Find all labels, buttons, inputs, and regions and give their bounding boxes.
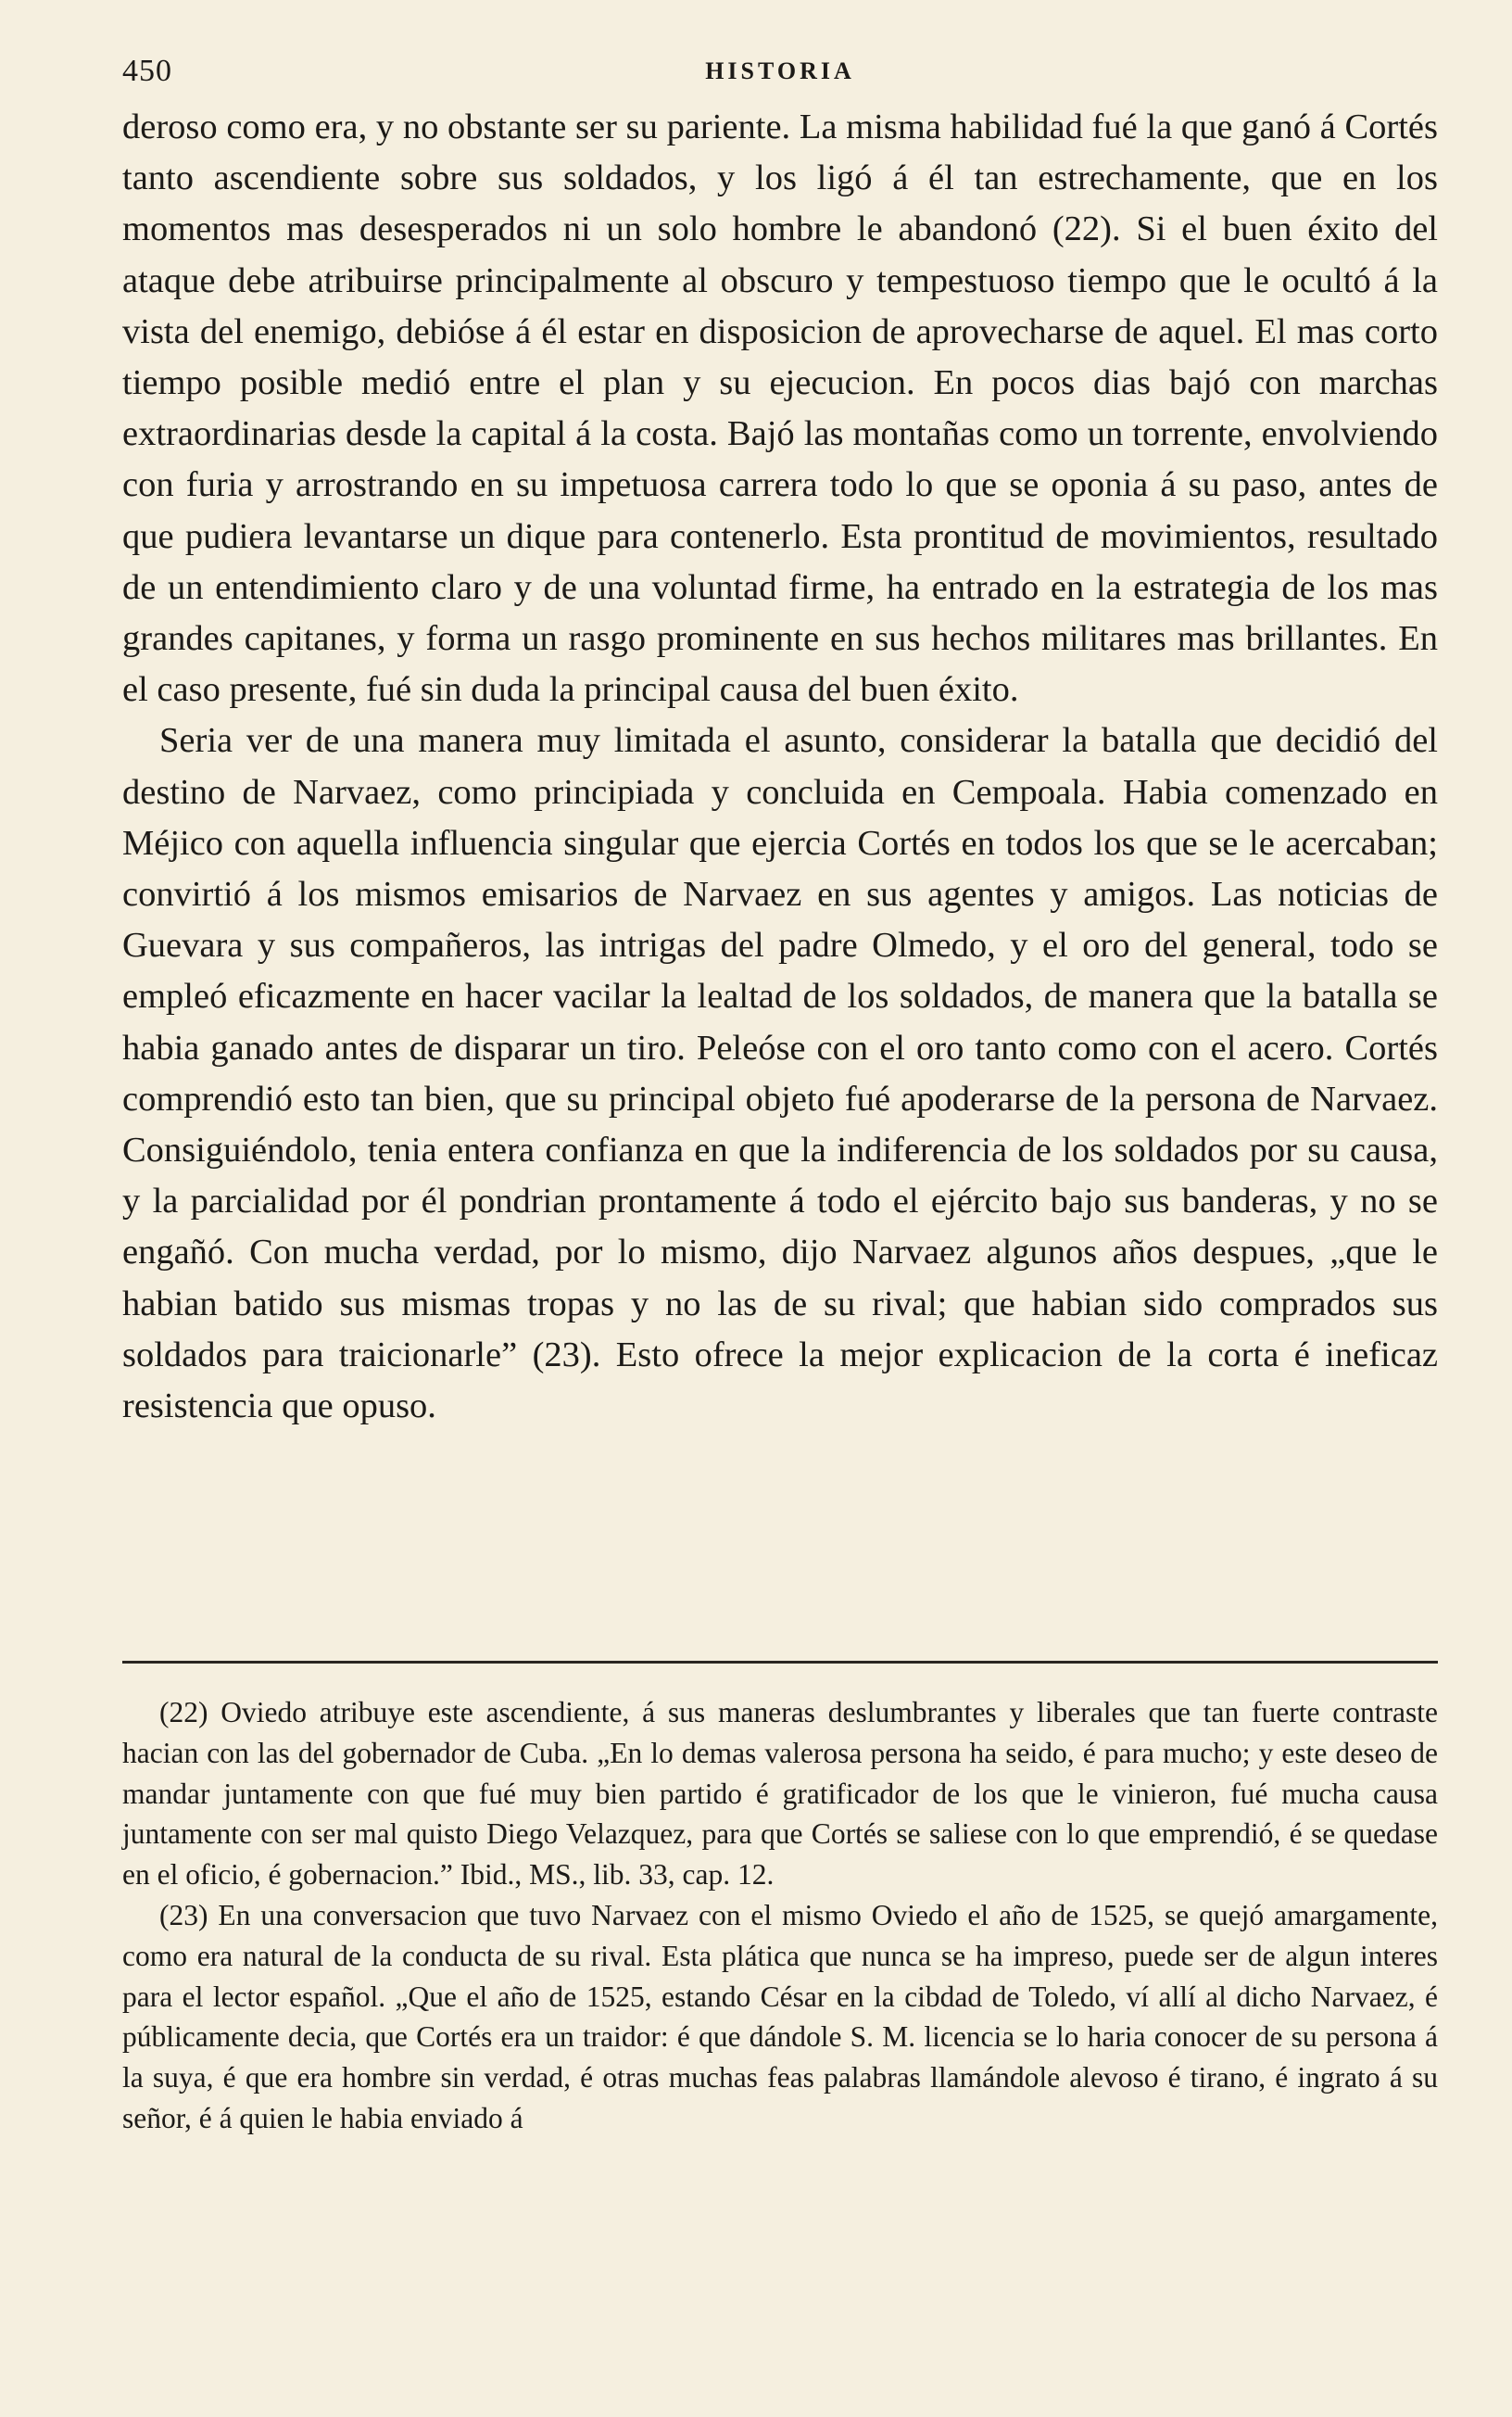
running-title: HISTORIA: [705, 57, 855, 84]
footnote-23: (23) En una conversacion que tuvo Narvaez con el mismo Oviedo el año de 1525, se quejó amargamente, como era natural de la conducta de su rival. Esta plática que nunca se ha impreso, puede ser de algun interes para el lector español. „Que el año de 1525, estando César en la cibdad de Toledo, ví allí al dicho Narvaez, é públicamente decia, que Cortés era un traidor: é que dándole S. M. licencia se lo haria conocer de su persona á la suya, é que era hombre sin verdad, é otras muchas feas palabras llamándole alevoso é tirano, é ingrato á su señor, é á quien le habia enviado á: [122, 1898, 1438, 2134]
paragraph-continued: deroso como era, y no obstante ser su pariente. La misma habilidad fué la que ganó á Cortés tanto ascendiente sobre sus soldados, y los ligó á él tan estrechamente, que en los momentos mas desesperados ni un solo hombre le abandonó (22). Si el buen éxito del ataque debe atribuirse principalmente al obscuro y tempestuoso tiempo que le ocultó á la vista del enemigo, debióse á él estar en disposicion de aprovecharse de aquel. El mas corto tiempo posible medió entre el plan y su ejecucion. En pocos dias bajó con marchas extraordinarias desde la capital á la costa. Bajó las montañas como un torrente, envolviendo con furia y arrostrando en su impetuosa carrera todo lo que se oponia á su paso, antes de que pudiera levantarse un dique para contenerlo. Esta prontitud de movimientos, resultado de un entendimiento claro y de una voluntad firme, ha entrado en la estrategia de los mas grandes capitanes, y forma un rasgo prominente en sus hechos militares mas brillantes. En el caso presente, fué sin duda la principal causa del buen éxito.: [122, 108, 1438, 710]
running-head: [122, 54, 1438, 96]
footnote-22: (22) Oviedo atribuye este ascendiente, á sus maneras deslumbrantes y liberales que tan fuerte contraste hacian con las del gobernador de Cuba. „En lo demas valerosa persona ha seido, é para mucho; y este deseo de mandar juntamente con que fué muy bien partido é gratificador de los que le vinieron, fué mucha causa juntamente con ser mal quisto Diego Velazquez, para que Cortés se saliese con lo que emprendió, é se quedase en el oficio, é gobernacion.” Ibid., MS., lib. 33, cap. 12.: [122, 1696, 1438, 1892]
footnotes: [122, 1692, 1438, 2139]
footnote-rule: [122, 1661, 1438, 1664]
paragraph: Seria ver de una manera muy limitada el asunto, considerar la batalla que decidió del destino de Narvaez, como principiada y concluida en Cempoala. Habia comenzado en Méjico con aquella influencia singular que ejercia Cortés en todos los que se le acercaban; convirtió á los mismos emisarios de Narvaez en sus agentes y amigos. Las noticias de Guevara y sus compañeros, las intrigas del padre Olmedo, y el oro del general, todo se empleó eficazmente en hacer vacilar la lealtad de los soldados, de manera que la batalla se habia ganado antes de disparar un tiro. Peleóse con el oro tanto como con el acero. Cortés comprendió esto tan bien, que su principal objeto fué apoderarse de la persona de Narvaez. Consiguiéndolo, tenia entera confianza en que la indiferencia de los soldados por su causa, y la parcialidad por él pondrian prontamente á todo el ejército bajo sus banderas, y no se engañó. Con mucha verdad, por lo mismo, dijo Narvaez algunos años despues, „que le habian batido sus mismas tropas y no las de su rival; que habian sido comprados sus soldados para traicionarle” (23). Esto ofrece la mejor explicacion de la corta é ineficaz resistencia que opuso.: [122, 721, 1438, 1426]
page-number: 450: [122, 54, 172, 88]
main-text: [122, 102, 1438, 1432]
